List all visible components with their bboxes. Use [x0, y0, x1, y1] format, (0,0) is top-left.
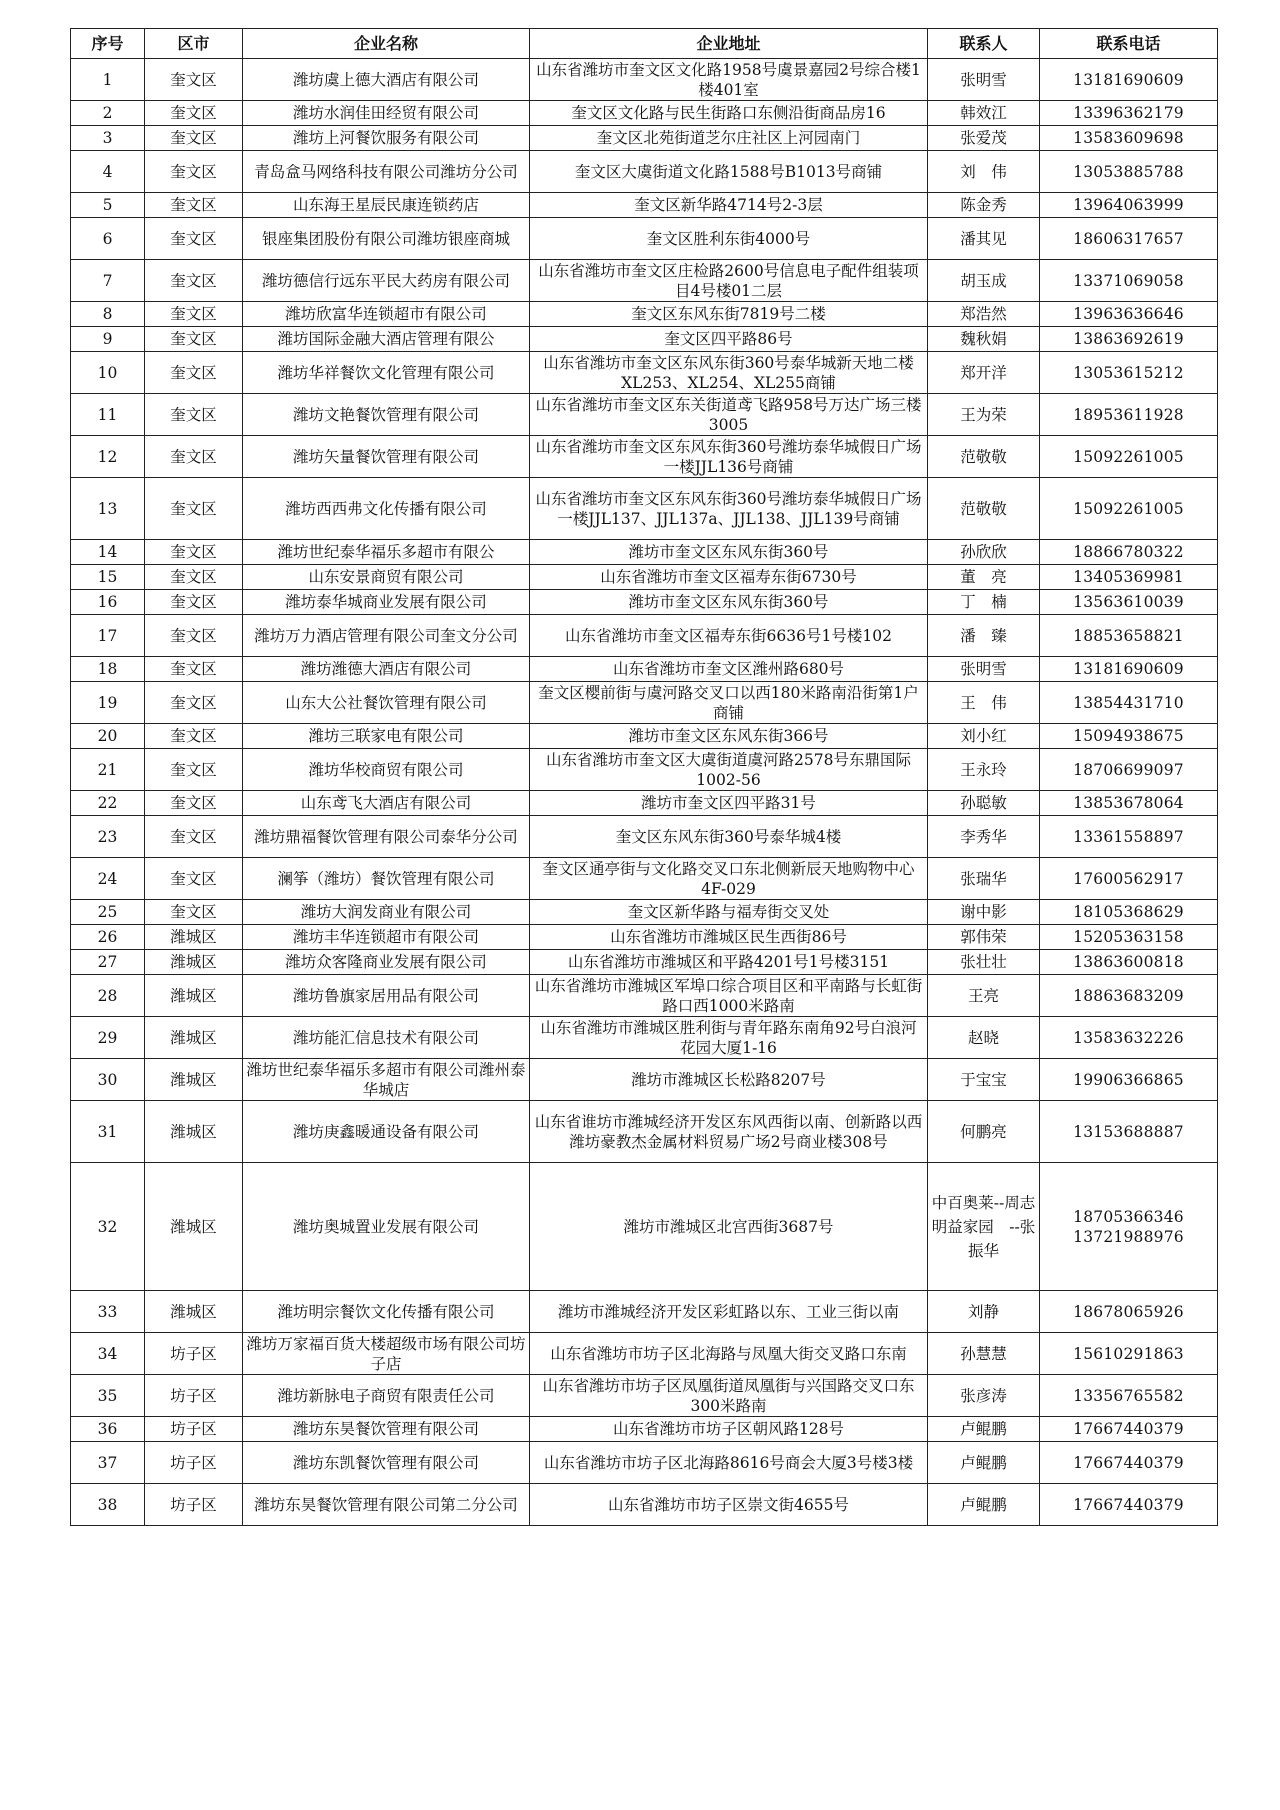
contact-person-cell: 韩效江 [928, 101, 1040, 126]
contact-person-cell: 王亮 [928, 975, 1040, 1017]
company-name-cell: 潍坊鲁旗家居用品有限公司 [243, 975, 530, 1017]
serial-number-cell: 30 [71, 1059, 145, 1101]
table-row [71, 657, 1218, 682]
contact-phone-cell: 18953611928 [1040, 394, 1218, 436]
table-row [71, 749, 1218, 791]
contact-person-cell: 郑浩然 [928, 302, 1040, 327]
contact-person-cell: 赵晓 [928, 1017, 1040, 1059]
table-row [71, 900, 1218, 925]
district-cell: 潍城区 [145, 1059, 243, 1101]
company-name-cell: 潍坊新脉电子商贸有限责任公司 [243, 1375, 530, 1417]
contact-person-cell: 郑开洋 [928, 352, 1040, 394]
company-address-cell: 奎文区文化路与民生街路口东侧沿街商品房16 [530, 101, 928, 126]
district-cell: 奎文区 [145, 327, 243, 352]
contact-person-cell: 张壮壮 [928, 950, 1040, 975]
serial-number-cell: 4 [71, 151, 145, 193]
table-row [71, 1291, 1218, 1333]
company-address-cell: 奎文区东风东街7819号二楼 [530, 302, 928, 327]
table-row [71, 260, 1218, 302]
district-cell: 奎文区 [145, 394, 243, 436]
company-address-cell: 山东省谁坊市潍城经济开发区东风西街以南、创新路以西潍坊豪教杰金属材料贸易广场2号商业楼308号 [530, 1101, 928, 1163]
contact-person-cell: 丁 楠 [928, 590, 1040, 615]
company-address-cell: 山东省潍坊市奎文区东风东街360号潍坊泰华城假日广场一楼JJL137、JJL137a、JJL138、JJL139号商铺 [530, 478, 928, 540]
contact-person-cell: 王 伟 [928, 682, 1040, 724]
table-row [71, 151, 1218, 193]
serial-number-cell: 31 [71, 1101, 145, 1163]
serial-number-cell: 23 [71, 816, 145, 858]
contact-phone-cell: 18105368629 [1040, 900, 1218, 925]
contact-phone-cell: 13361558897 [1040, 816, 1218, 858]
table-row [71, 1101, 1218, 1163]
district-cell: 奎文区 [145, 565, 243, 590]
company-address-cell: 山东省潍坊市奎文区潍州路680号 [530, 657, 928, 682]
contact-phone-cell: 15610291863 [1040, 1333, 1218, 1375]
contact-person-cell: 何鹏亮 [928, 1101, 1040, 1163]
contact-phone-cell: 13583609698 [1040, 126, 1218, 151]
serial-number-cell: 20 [71, 724, 145, 749]
district-cell: 奎文区 [145, 900, 243, 925]
table-row [71, 975, 1218, 1017]
company-name-cell: 潍坊矢量餐饮管理有限公司 [243, 436, 530, 478]
company-name-cell: 潍坊大润发商业有限公司 [243, 900, 530, 925]
table-row [71, 1442, 1218, 1484]
company-name-cell: 山东安景商贸有限公司 [243, 565, 530, 590]
company-address-cell: 奎文区大虞街道文化路1588号B1013号商铺 [530, 151, 928, 193]
company-name-cell: 潍坊万家福百货大楼超级市场有限公司坊子店 [243, 1333, 530, 1375]
district-cell: 潍城区 [145, 925, 243, 950]
company-name-cell: 潍坊东昊餐饮管理有限公司 [243, 1417, 530, 1442]
contact-person-cell: 谢中影 [928, 900, 1040, 925]
serial-number-cell: 25 [71, 900, 145, 925]
district-cell: 潍城区 [145, 1291, 243, 1333]
table-row [71, 724, 1218, 749]
company-name-cell: 潍坊丰华连锁超市有限公司 [243, 925, 530, 950]
company-address-cell: 山东省潍坊市奎文区大虞街道虞河路2578号东鼎国际1002-56 [530, 749, 928, 791]
table-row [71, 1375, 1218, 1417]
district-cell: 奎文区 [145, 540, 243, 565]
company-address-cell: 奎文区北苑街道芝尔庄社区上河园南门 [530, 126, 928, 151]
company-name-cell: 潍坊华校商贸有限公司 [243, 749, 530, 791]
contact-phone-cell: 15205363158 [1040, 925, 1218, 950]
company-address-cell: 山东省潍坊市坊子区北海路与凤凰大街交叉路口东南 [530, 1333, 928, 1375]
district-cell: 坊子区 [145, 1375, 243, 1417]
company-address-cell: 潍坊市潍城区长松路8207号 [530, 1059, 928, 1101]
serial-number-cell: 10 [71, 352, 145, 394]
serial-number-cell: 9 [71, 327, 145, 352]
company-name-cell: 潍坊世纪泰华福乐多超市有限公 [243, 540, 530, 565]
company-name-cell: 潍坊东昊餐饮管理有限公司第二分公司 [243, 1484, 530, 1526]
header-contact-person: 联系人 [928, 29, 1040, 59]
company-name-cell: 银座集团股份有限公司潍坊银座商城 [243, 218, 530, 260]
table-header [71, 29, 1218, 59]
contact-phone-cell: 19906366865 [1040, 1059, 1218, 1101]
header-company-name: 企业名称 [243, 29, 530, 59]
company-address-cell: 奎文区新华路4714号2-3层 [530, 193, 928, 218]
contact-person-cell: 胡玉成 [928, 260, 1040, 302]
district-cell: 奎文区 [145, 260, 243, 302]
company-address-cell: 山东省潍坊市奎文区东风东街360号泰华城新天地二楼XL253、XL254、XL255商铺 [530, 352, 928, 394]
district-cell: 奎文区 [145, 816, 243, 858]
company-address-cell: 潍坊市潍城区北宫西街3687号 [530, 1163, 928, 1291]
contact-phone-cell [1040, 1163, 1218, 1291]
company-name-cell: 潍坊国际金融大酒店管理有限公 [243, 327, 530, 352]
table-row [71, 1484, 1218, 1526]
district-cell: 奎文区 [145, 193, 243, 218]
table-row [71, 565, 1218, 590]
company-name-cell: 潍坊欣富华连锁超市有限公司 [243, 302, 530, 327]
company-name-cell: 潍坊庚鑫暖通设备有限公司 [243, 1101, 530, 1163]
district-cell: 奎文区 [145, 151, 243, 193]
contact-person-cell: 张明雪 [928, 59, 1040, 101]
company-address-cell: 山东省潍坊市奎文区文化路1958号虞景嘉园2号综合楼1楼401室 [530, 59, 928, 101]
contact-person-cell: 张彦涛 [928, 1375, 1040, 1417]
contact-person-cell: 孙欣欣 [928, 540, 1040, 565]
company-name-cell: 潍坊上河餐饮服务有限公司 [243, 126, 530, 151]
company-name-cell: 潍坊西西弗文化传播有限公司 [243, 478, 530, 540]
table-row [71, 193, 1218, 218]
serial-number-cell: 37 [71, 1442, 145, 1484]
company-name-cell: 潍坊众客隆商业发展有限公司 [243, 950, 530, 975]
district-cell: 潍城区 [145, 950, 243, 975]
serial-number-cell: 5 [71, 193, 145, 218]
district-cell: 奎文区 [145, 858, 243, 900]
enterprise-table-page [70, 28, 1217, 1526]
contact-person-cell: 潘其见 [928, 218, 1040, 260]
company-name-cell: 潍坊虞上德大酒店有限公司 [243, 59, 530, 101]
contact-phone-cell: 15094938675 [1040, 724, 1218, 749]
contact-phone-cell: 17600562917 [1040, 858, 1218, 900]
serial-number-cell: 36 [71, 1417, 145, 1442]
company-address-cell: 山东省潍坊市奎文区福寿东街6636号1号楼102 [530, 615, 928, 657]
table-row [71, 540, 1218, 565]
company-address-cell: 山东省潍坊市坊子区凤凰街道凤凰街与兴国路交叉口东300米路南 [530, 1375, 928, 1417]
company-name-cell: 潍坊水润佳田经贸有限公司 [243, 101, 530, 126]
serial-number-cell: 19 [71, 682, 145, 724]
company-address-cell: 山东省潍坊市潍城区民生西街86号 [530, 925, 928, 950]
company-address-cell: 潍坊市奎文区东风东街366号 [530, 724, 928, 749]
table-row [71, 615, 1218, 657]
contact-phone-cell: 13356765582 [1040, 1375, 1218, 1417]
district-cell: 奎文区 [145, 657, 243, 682]
contact-phone-cell: 15092261005 [1040, 436, 1218, 478]
district-cell: 奎文区 [145, 352, 243, 394]
company-address-cell: 山东省潍坊市坊子区崇文街4655号 [530, 1484, 928, 1526]
district-cell: 坊子区 [145, 1333, 243, 1375]
contact-person-cell: 卢鲲鹏 [928, 1442, 1040, 1484]
serial-number-cell: 2 [71, 101, 145, 126]
contact-phone-cell: 15092261005 [1040, 478, 1218, 540]
contact-person-cell: 郭伟荣 [928, 925, 1040, 950]
district-cell: 奎文区 [145, 478, 243, 540]
contact-person-cell: 刘小红 [928, 724, 1040, 749]
district-cell: 奎文区 [145, 59, 243, 101]
company-name-cell: 潍坊万力酒店管理有限公司奎文分公司 [243, 615, 530, 657]
contact-person-cell: 刘 伟 [928, 151, 1040, 193]
district-cell: 潍城区 [145, 1101, 243, 1163]
contact-phone-cell: 13563610039 [1040, 590, 1218, 615]
table-row [71, 816, 1218, 858]
company-address-cell: 山东省潍坊市奎文区福寿东街6730号 [530, 565, 928, 590]
contact-phone-cell: 13853678064 [1040, 791, 1218, 816]
table-row [71, 218, 1218, 260]
contact-phone-cell: 13153688887 [1040, 1101, 1218, 1163]
company-name-cell: 潍坊潍德大酒店有限公司 [243, 657, 530, 682]
contact-person-cell: 孙慧慧 [928, 1333, 1040, 1375]
company-name-cell: 潍坊奥城置业发展有限公司 [243, 1163, 530, 1291]
district-cell: 奎文区 [145, 101, 243, 126]
table-row [71, 791, 1218, 816]
contact-phone-cell: 18706699097 [1040, 749, 1218, 791]
district-cell: 奎文区 [145, 682, 243, 724]
contact-person-cell: 卢鲲鹏 [928, 1484, 1040, 1526]
serial-number-cell: 32 [71, 1163, 145, 1291]
company-name-cell: 山东海王星辰民康连锁药店 [243, 193, 530, 218]
contact-phone-cell: 18863683209 [1040, 975, 1218, 1017]
contact-person-cell: 李秀华 [928, 816, 1040, 858]
table-row [71, 478, 1218, 540]
contact-phone-cell: 17667440379 [1040, 1442, 1218, 1484]
contact-phone-cell: 17667440379 [1040, 1484, 1218, 1526]
company-address-cell: 潍坊市奎文区四平路31号 [530, 791, 928, 816]
contact-person-cell: 陈金秀 [928, 193, 1040, 218]
table-row [71, 302, 1218, 327]
header-row [71, 29, 1218, 59]
serial-number-cell: 17 [71, 615, 145, 657]
table-row [71, 1059, 1218, 1101]
table-row [71, 436, 1218, 478]
company-address-cell: 奎文区新华路与福寿街交叉处 [530, 900, 928, 925]
serial-number-cell: 18 [71, 657, 145, 682]
company-address-cell: 山东省潍坊市潍城区军埠口综合项目区和平南路与长虹街路口西1000米路南 [530, 975, 928, 1017]
contact-phone-cell: 18853658821 [1040, 615, 1218, 657]
contact-phone-cell: 13863692619 [1040, 327, 1218, 352]
contact-phone-cell: 13583632226 [1040, 1017, 1218, 1059]
contact-person-cell: 范敬敬 [928, 478, 1040, 540]
table-row [71, 858, 1218, 900]
table-row [71, 925, 1218, 950]
contact-person-cell: 于宝宝 [928, 1059, 1040, 1101]
company-name-cell: 潍坊鼎福餐饮管理有限公司泰华分公司 [243, 816, 530, 858]
contact-phone-cell: 18678065926 [1040, 1291, 1218, 1333]
district-cell: 奎文区 [145, 302, 243, 327]
header-district: 区市 [145, 29, 243, 59]
table-row [71, 950, 1218, 975]
serial-number-cell: 12 [71, 436, 145, 478]
contact-phone-cell: 13181690609 [1040, 657, 1218, 682]
contact-phone-cell: 13405369981 [1040, 565, 1218, 590]
contact-phone-cell: 18606317657 [1040, 218, 1218, 260]
contact-phone-cell: 13963636646 [1040, 302, 1218, 327]
serial-number-cell: 24 [71, 858, 145, 900]
serial-number-cell: 34 [71, 1333, 145, 1375]
serial-number-cell: 7 [71, 260, 145, 302]
serial-number-cell: 38 [71, 1484, 145, 1526]
table-row [71, 126, 1218, 151]
serial-number-cell: 28 [71, 975, 145, 1017]
phone-number: 13721988976 [1073, 1227, 1184, 1246]
company-name-cell: 青岛盒马网络科技有限公司潍坊分公司 [243, 151, 530, 193]
contact-person-cell: 王为荣 [928, 394, 1040, 436]
contact-person-cell: 范敬敬 [928, 436, 1040, 478]
serial-number-cell: 29 [71, 1017, 145, 1059]
company-name-cell: 潍坊三联家电有限公司 [243, 724, 530, 749]
company-address-cell: 山东省潍坊市潍城区和平路4201号1号楼3151 [530, 950, 928, 975]
enterprise-contact-table [70, 28, 1218, 1526]
company-address-cell: 山东省潍坊市奎文区东风东街360号潍坊泰华城假日广场一楼JJL136号商铺 [530, 436, 928, 478]
table-row [71, 352, 1218, 394]
serial-number-cell: 3 [71, 126, 145, 151]
serial-number-cell: 8 [71, 302, 145, 327]
serial-number-cell: 26 [71, 925, 145, 950]
company-address-cell: 奎文区四平路86号 [530, 327, 928, 352]
serial-number-cell: 1 [71, 59, 145, 101]
header-serial-number: 序号 [71, 29, 145, 59]
table-row [71, 101, 1218, 126]
company-address-cell: 奎文区东风东街360号泰华城4楼 [530, 816, 928, 858]
contact-phone-cell: 13053885788 [1040, 151, 1218, 193]
company-address-cell: 奎文区胜利东街4000号 [530, 218, 928, 260]
company-name-cell: 澜筝（潍坊）餐饮管理有限公司 [243, 858, 530, 900]
table-row [71, 1163, 1218, 1291]
table-row [71, 1417, 1218, 1442]
table-body [71, 59, 1218, 1526]
serial-number-cell: 35 [71, 1375, 145, 1417]
contact-phone-cell: 13863600818 [1040, 950, 1218, 975]
contact-phone-cell: 13371069058 [1040, 260, 1218, 302]
district-cell: 奎文区 [145, 590, 243, 615]
district-cell: 坊子区 [145, 1484, 243, 1526]
contact-person-cell: 孙聪敏 [928, 791, 1040, 816]
table-row [71, 394, 1218, 436]
district-cell: 奎文区 [145, 791, 243, 816]
district-cell: 奎文区 [145, 749, 243, 791]
serial-number-cell: 6 [71, 218, 145, 260]
district-cell: 潍城区 [145, 1017, 243, 1059]
serial-number-cell: 33 [71, 1291, 145, 1333]
serial-number-cell: 27 [71, 950, 145, 975]
company-name-cell: 潍坊德信行远东平民大药房有限公司 [243, 260, 530, 302]
district-cell: 奎文区 [145, 615, 243, 657]
company-name-cell: 山东鸢飞大酒店有限公司 [243, 791, 530, 816]
contact-person-cell: 魏秋娟 [928, 327, 1040, 352]
contact-person-cell: 潘 臻 [928, 615, 1040, 657]
contact-person-cell: 刘静 [928, 1291, 1040, 1333]
company-name-cell: 潍坊泰华城商业发展有限公司 [243, 590, 530, 615]
district-cell: 奎文区 [145, 126, 243, 151]
company-address-cell: 山东省潍坊市坊子区朝风路128号 [530, 1417, 928, 1442]
company-name-cell: 潍坊文艳餐饮管理有限公司 [243, 394, 530, 436]
contact-phone-cell: 18866780322 [1040, 540, 1218, 565]
district-cell: 坊子区 [145, 1417, 243, 1442]
contact-phone-cell: 13053615212 [1040, 352, 1218, 394]
table-row [71, 59, 1218, 101]
contact-person-cell: 张爱茂 [928, 126, 1040, 151]
contact-person-cell: 王永玲 [928, 749, 1040, 791]
table-row [71, 682, 1218, 724]
table-row [71, 590, 1218, 615]
header-contact-phone: 联系电话 [1040, 29, 1218, 59]
district-cell: 奎文区 [145, 218, 243, 260]
table-row [71, 1333, 1218, 1375]
company-address-cell: 潍坊市奎文区东风东街360号 [530, 590, 928, 615]
company-name-cell: 潍坊华祥餐饮文化管理有限公司 [243, 352, 530, 394]
contact-phone-cell: 13396362179 [1040, 101, 1218, 126]
company-address-cell: 潍坊市潍城经济开发区彩虹路以东、工业三街以南 [530, 1291, 928, 1333]
serial-number-cell: 21 [71, 749, 145, 791]
serial-number-cell: 15 [71, 565, 145, 590]
serial-number-cell: 11 [71, 394, 145, 436]
company-name-cell: 潍坊明宗餐饮文化传播有限公司 [243, 1291, 530, 1333]
contact-phone-cell: 13964063999 [1040, 193, 1218, 218]
company-address-cell: 潍坊市奎文区东风东街360号 [530, 540, 928, 565]
contact-person-cell: 董 亮 [928, 565, 1040, 590]
contact-person-cell: 中百奥莱--周志明益家园 --张振华 [928, 1163, 1040, 1291]
table-row [71, 1017, 1218, 1059]
serial-number-cell: 22 [71, 791, 145, 816]
serial-number-cell: 16 [71, 590, 145, 615]
district-cell: 奎文区 [145, 724, 243, 749]
company-address-cell: 山东省潍坊市奎文区庄检路2600号信息电子配件组装项目4号楼01二层 [530, 260, 928, 302]
serial-number-cell: 13 [71, 478, 145, 540]
company-address-cell: 山东省潍坊市潍城区胜利街与青年路东南角92号白浪河花园大厦1-16 [530, 1017, 928, 1059]
company-name-cell: 潍坊世纪泰华福乐多超市有限公司潍州泰华城店 [243, 1059, 530, 1101]
company-address-cell: 山东省潍坊市奎文区东关街道鸢飞路958号万达广场三楼3005 [530, 394, 928, 436]
company-address-cell: 山东省潍坊市坊子区北海路8616号商会大厦3号楼3楼 [530, 1442, 928, 1484]
district-cell: 潍城区 [145, 975, 243, 1017]
company-name-cell: 潍坊能汇信息技术有限公司 [243, 1017, 530, 1059]
contact-phone-cell: 13181690609 [1040, 59, 1218, 101]
district-cell: 奎文区 [145, 436, 243, 478]
company-name-cell: 潍坊东凯餐饮管理有限公司 [243, 1442, 530, 1484]
company-address-cell: 奎文区樱前街与虞河路交叉口以西180米路南沿街第1户商铺 [530, 682, 928, 724]
company-address-cell: 奎文区通亭街与文化路交叉口东北侧新辰天地购物中心4F-029 [530, 858, 928, 900]
contact-person-cell: 张瑞华 [928, 858, 1040, 900]
table-row [71, 327, 1218, 352]
phone-number: 18705366346 [1073, 1207, 1184, 1226]
company-name-cell: 山东大公社餐饮管理有限公司 [243, 682, 530, 724]
district-cell: 坊子区 [145, 1442, 243, 1484]
serial-number-cell: 14 [71, 540, 145, 565]
contact-phone-cell: 13854431710 [1040, 682, 1218, 724]
contact-person-cell: 卢鲲鹏 [928, 1417, 1040, 1442]
district-cell: 潍城区 [145, 1163, 243, 1291]
contact-person-cell: 张明雪 [928, 657, 1040, 682]
header-company-address: 企业地址 [530, 29, 928, 59]
contact-phone-cell: 17667440379 [1040, 1417, 1218, 1442]
